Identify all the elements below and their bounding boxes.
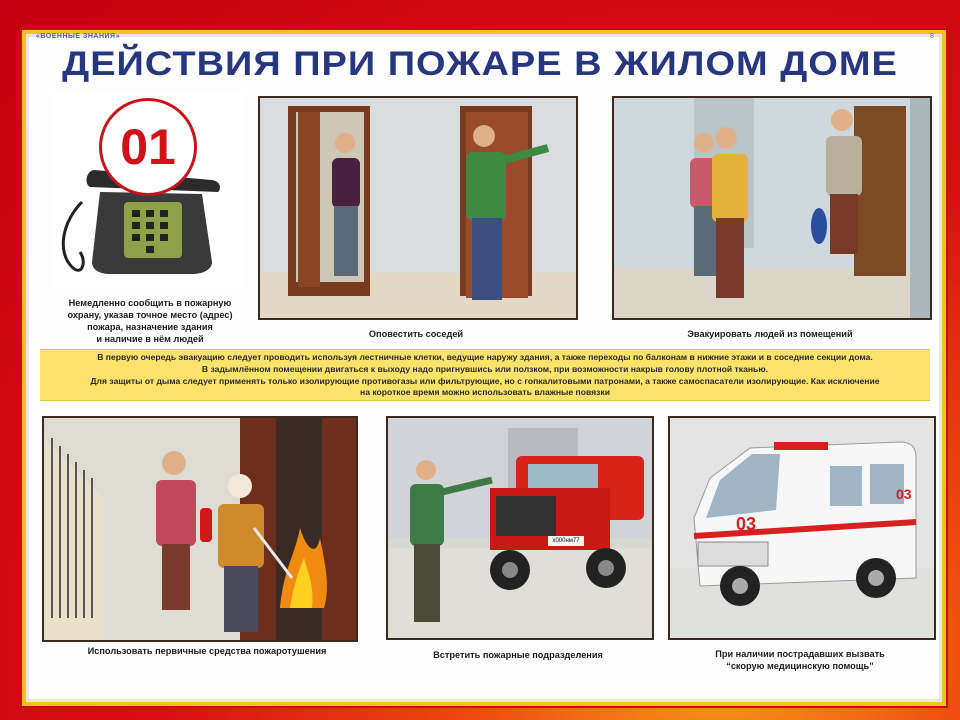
- panel-meet-fire-brigade: [386, 416, 654, 640]
- caption-extinguish: [42, 645, 372, 657]
- extinguishing-illustration: [44, 418, 356, 640]
- note-line: В первую очередь эвакуацию следует проводить используя лестничные клетки, ведущие наружу здания, а также переходы по балконам в нижние этажи и в соседние секции дома.: [97, 352, 873, 362]
- caption-line: “скорую медицинскую помощь”: [726, 661, 874, 671]
- evacuation-illustration: [614, 98, 930, 318]
- panel-evacuate: [612, 96, 932, 320]
- panel-call-ambulance: [668, 416, 936, 640]
- note-line: В задымлённом помещении двигаться к выходу надо пригнувшись или ползком, при возможности накрыв голову плотной тканью.: [201, 363, 769, 374]
- caption-line: и наличие в нём людей: [96, 334, 204, 344]
- fire-number-badge: [99, 98, 197, 196]
- caption-line: охрану, указав точное место (адрес): [67, 310, 233, 320]
- caption-line: пожара, назначение здания: [87, 322, 213, 332]
- caption-call-fire-service: [58, 297, 242, 345]
- neighbours-illustration: [260, 98, 576, 318]
- note-line: Для защиты от дыма следует применять только изолирующие противогазы или фильтрующие, но с гопкалитовыми патронами, а также самоспасатели изолирующие. Как исключение: [90, 375, 880, 386]
- caption-notify-neighbours: [258, 328, 574, 340]
- caption-line: Оповестить соседей: [368, 329, 464, 339]
- ambulance-number-side: 03: [896, 486, 912, 502]
- caption-line: При наличии пострадавших вызвать: [715, 649, 885, 659]
- fire-number: 01: [120, 119, 176, 175]
- caption-meet-fire-brigade: [386, 649, 650, 661]
- caption-line: Использовать первичные средства пожаротушения: [87, 646, 327, 656]
- caption-line: Эвакуировать людей из помещений: [687, 329, 853, 339]
- poster-title: ДЕЙСТВИЯ ПРИ ПОЖАРЕ В ЖИЛОМ ДОМЕ: [62, 45, 898, 83]
- page-number: 8: [930, 33, 934, 40]
- panel-extinguish: [42, 416, 358, 642]
- evacuation-note: [40, 349, 930, 401]
- caption-call-ambulance: [668, 648, 932, 672]
- note-line: на короткое время можно использовать влажные повязки: [360, 387, 610, 398]
- license-plate: х000нм77: [552, 538, 580, 544]
- caption-line: Встретить пожарные подразделения: [433, 650, 603, 660]
- panel-notify-neighbours: [258, 96, 578, 320]
- fire-truck-illustration: [388, 418, 652, 638]
- ambulance-number-front: 03: [736, 514, 757, 534]
- caption-evacuate: [612, 328, 928, 340]
- ambulance-illustration: [670, 418, 934, 638]
- series-label: «ВОЕННЫЕ ЗНАНИЯ»: [36, 33, 120, 40]
- caption-line: Немедленно сообщить в пожарную: [68, 298, 232, 308]
